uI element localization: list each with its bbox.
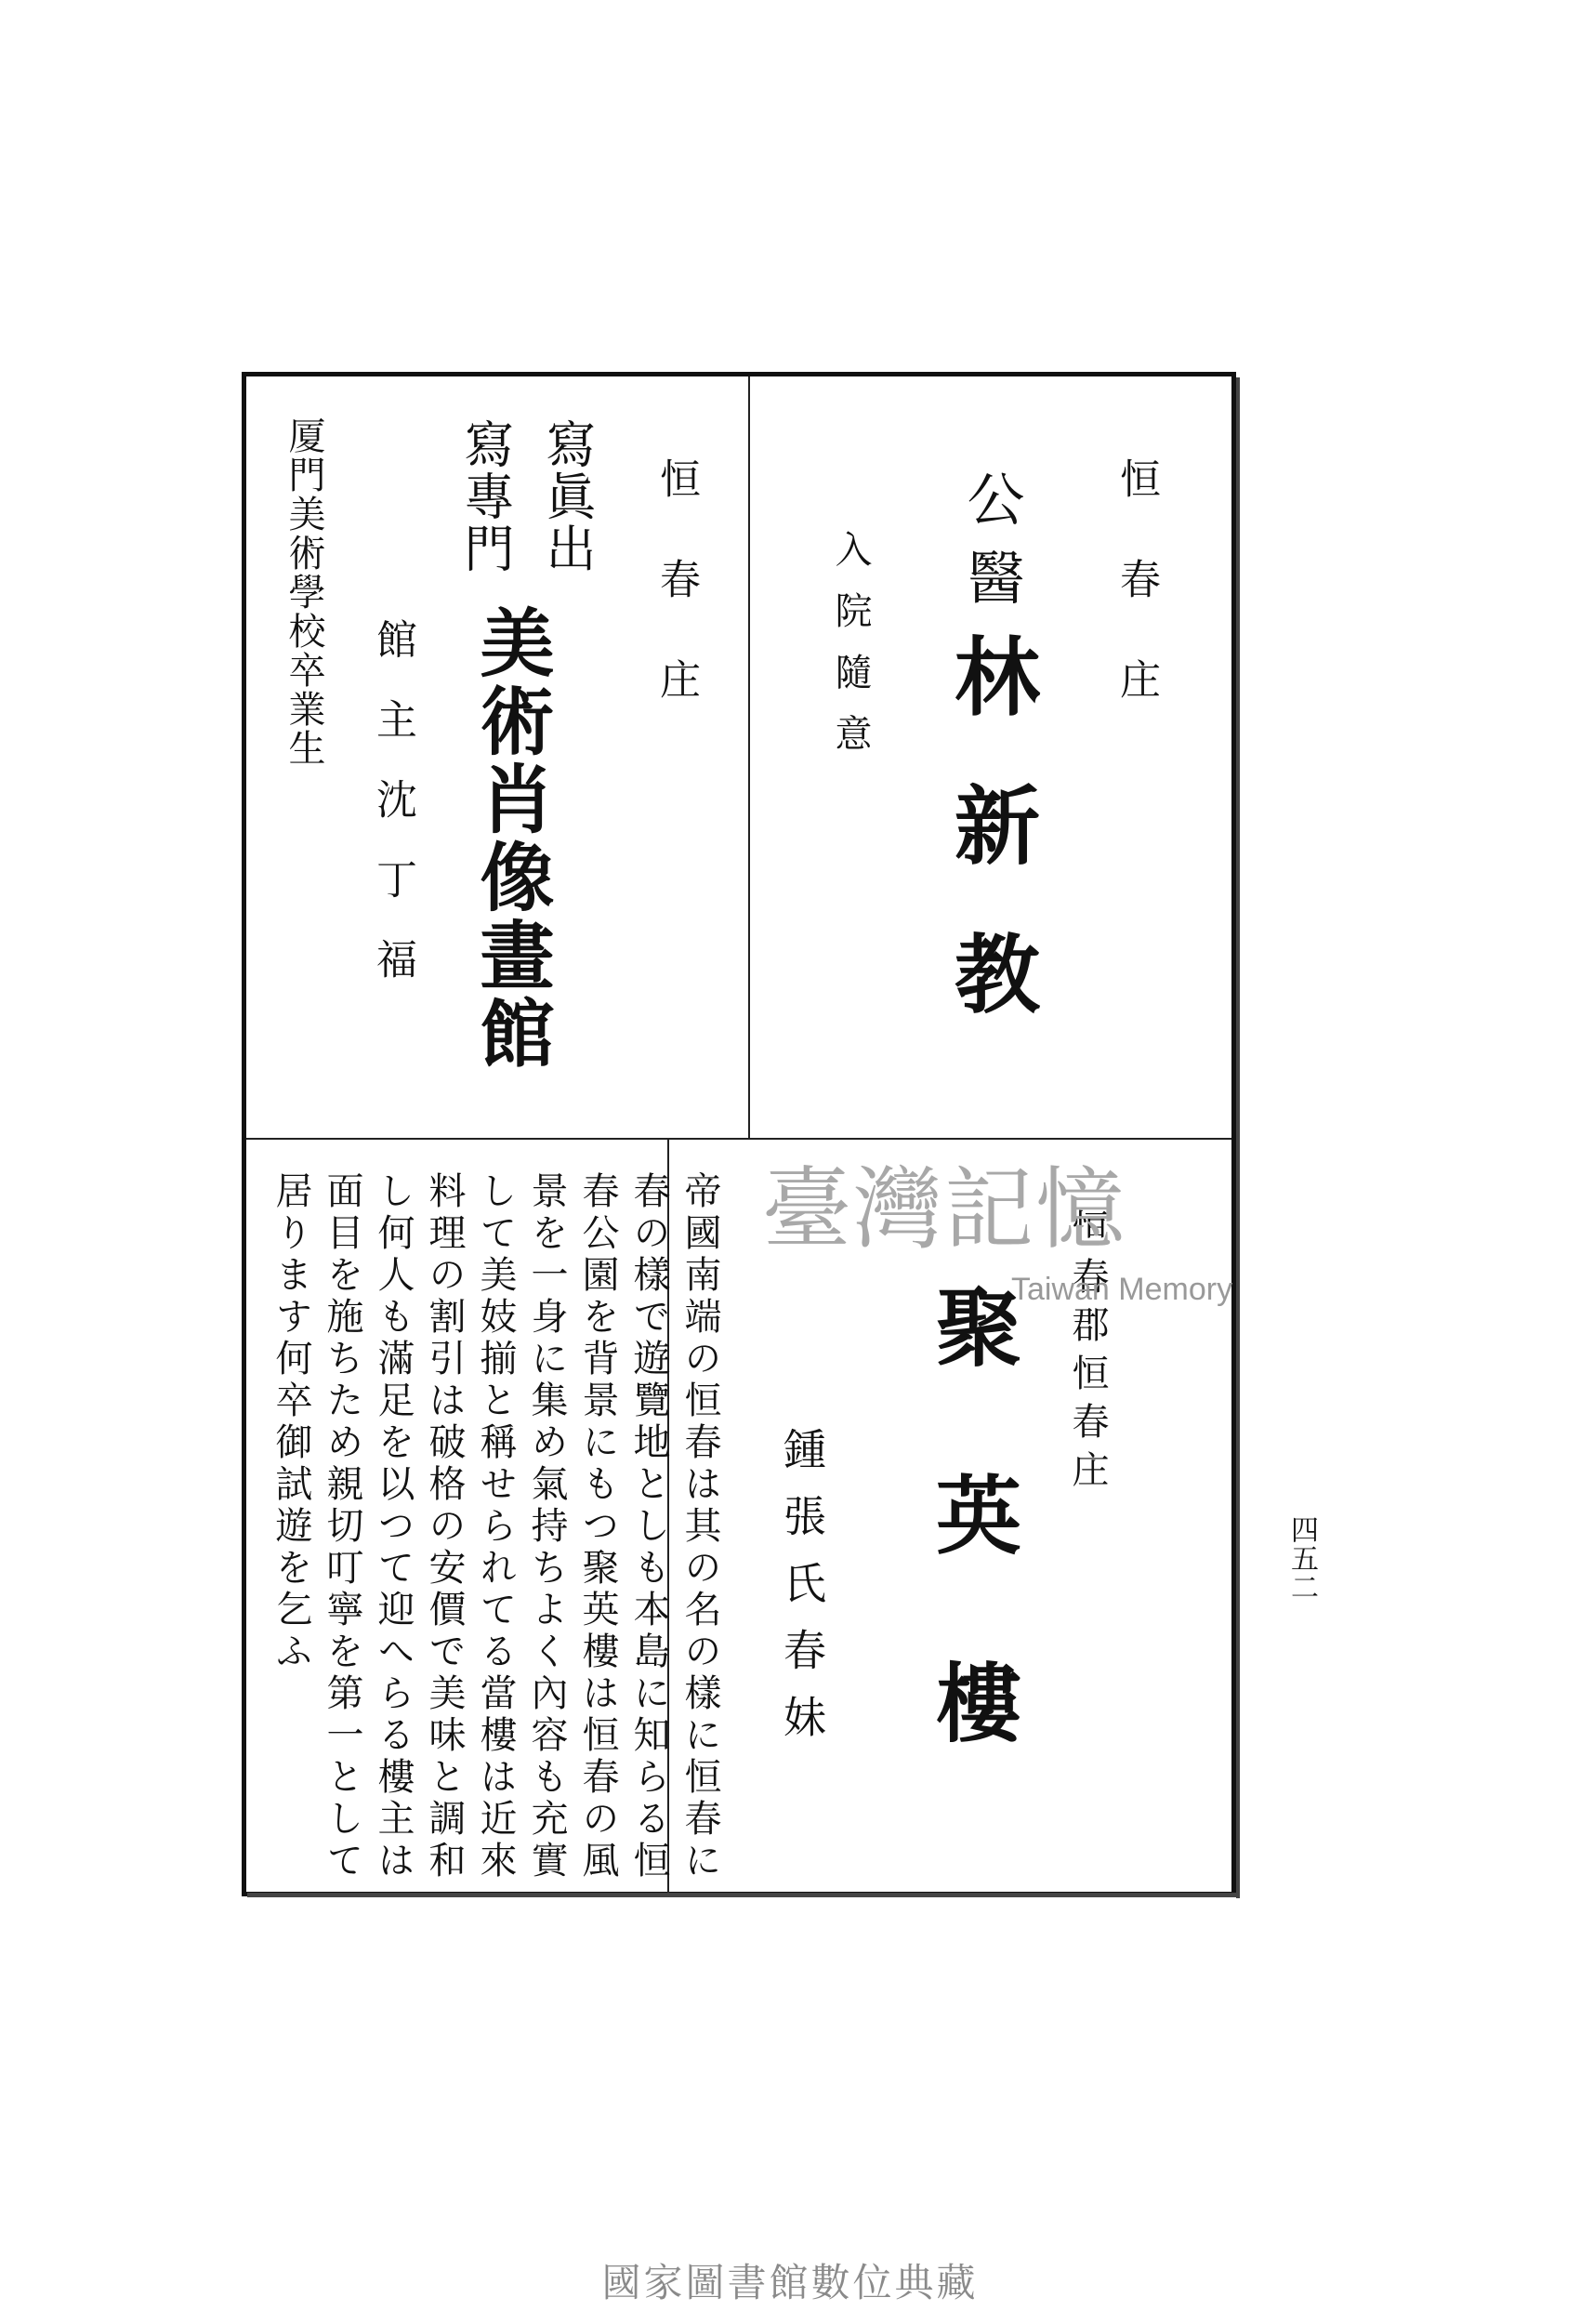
doctor-ad-note: 入院隨意 [829, 530, 872, 775]
page-number: 四五二 [1285, 1515, 1318, 1602]
body-line: 春公園を背景にもつ聚英樓は恒春の風 [576, 1171, 619, 1882]
restaurant-ad-location: 恒春郡恒春庄 [1066, 1208, 1109, 1499]
art-ad-service-line-1: 寫眞出 [538, 418, 597, 574]
art-ad-name: 美術肖像畫館 [467, 604, 555, 1073]
restaurant-ad-name: 聚英樓 [922, 1283, 1022, 1846]
doctor-ad-location: 恒春庄 [1113, 457, 1160, 759]
body-line: 居ります何卒御試遊を乞ふ [270, 1171, 312, 1673]
art-ad-school: 厦門美術學校卒業生 [283, 416, 325, 768]
body-line: 春の樣で遊覽地としも本島に知らる恒 [627, 1171, 670, 1882]
body-line: して美妓揃と稱せられてる當樓は近來 [474, 1171, 517, 1882]
body-line: し何人も滿足を以つて迎へらる樓主は [372, 1171, 415, 1882]
restaurant-ad-body [265, 1171, 725, 1882]
body-line: 景を一身に集め氣持ちよく內容も充實 [525, 1171, 568, 1882]
restaurant-ad-owner: 鍾張氏春妹 [777, 1427, 827, 1762]
art-ad-service-line-2: 寫專門 [456, 418, 515, 574]
footer-credit: 國家圖書館數位典藏 [601, 2260, 979, 2305]
watermark-english: Taiwan Memory [1011, 1272, 1233, 1307]
body-line: 料理の割引は破格の安價で美味と調和 [423, 1171, 466, 1882]
doctor-ad-name: 林新教 [941, 632, 1041, 1078]
art-ad-location: 恒春庄 [652, 457, 700, 759]
body-line: 帝國南端の恒春は其の名の樣に恒春に [678, 1171, 721, 1882]
frame-shadow-bottom [247, 1893, 1238, 1897]
art-ad-owner: 館主沈丁福 [369, 618, 416, 1018]
vertical-divider-top [748, 376, 750, 1139]
body-line: 面目を施ちため親切叮寧を第一として [321, 1171, 363, 1882]
doctor-ad-title: 公醫 [957, 469, 1025, 626]
watermark-chinese: 臺灣記憶 [762, 1157, 1126, 1261]
frame-shadow-right [1236, 377, 1240, 1898]
